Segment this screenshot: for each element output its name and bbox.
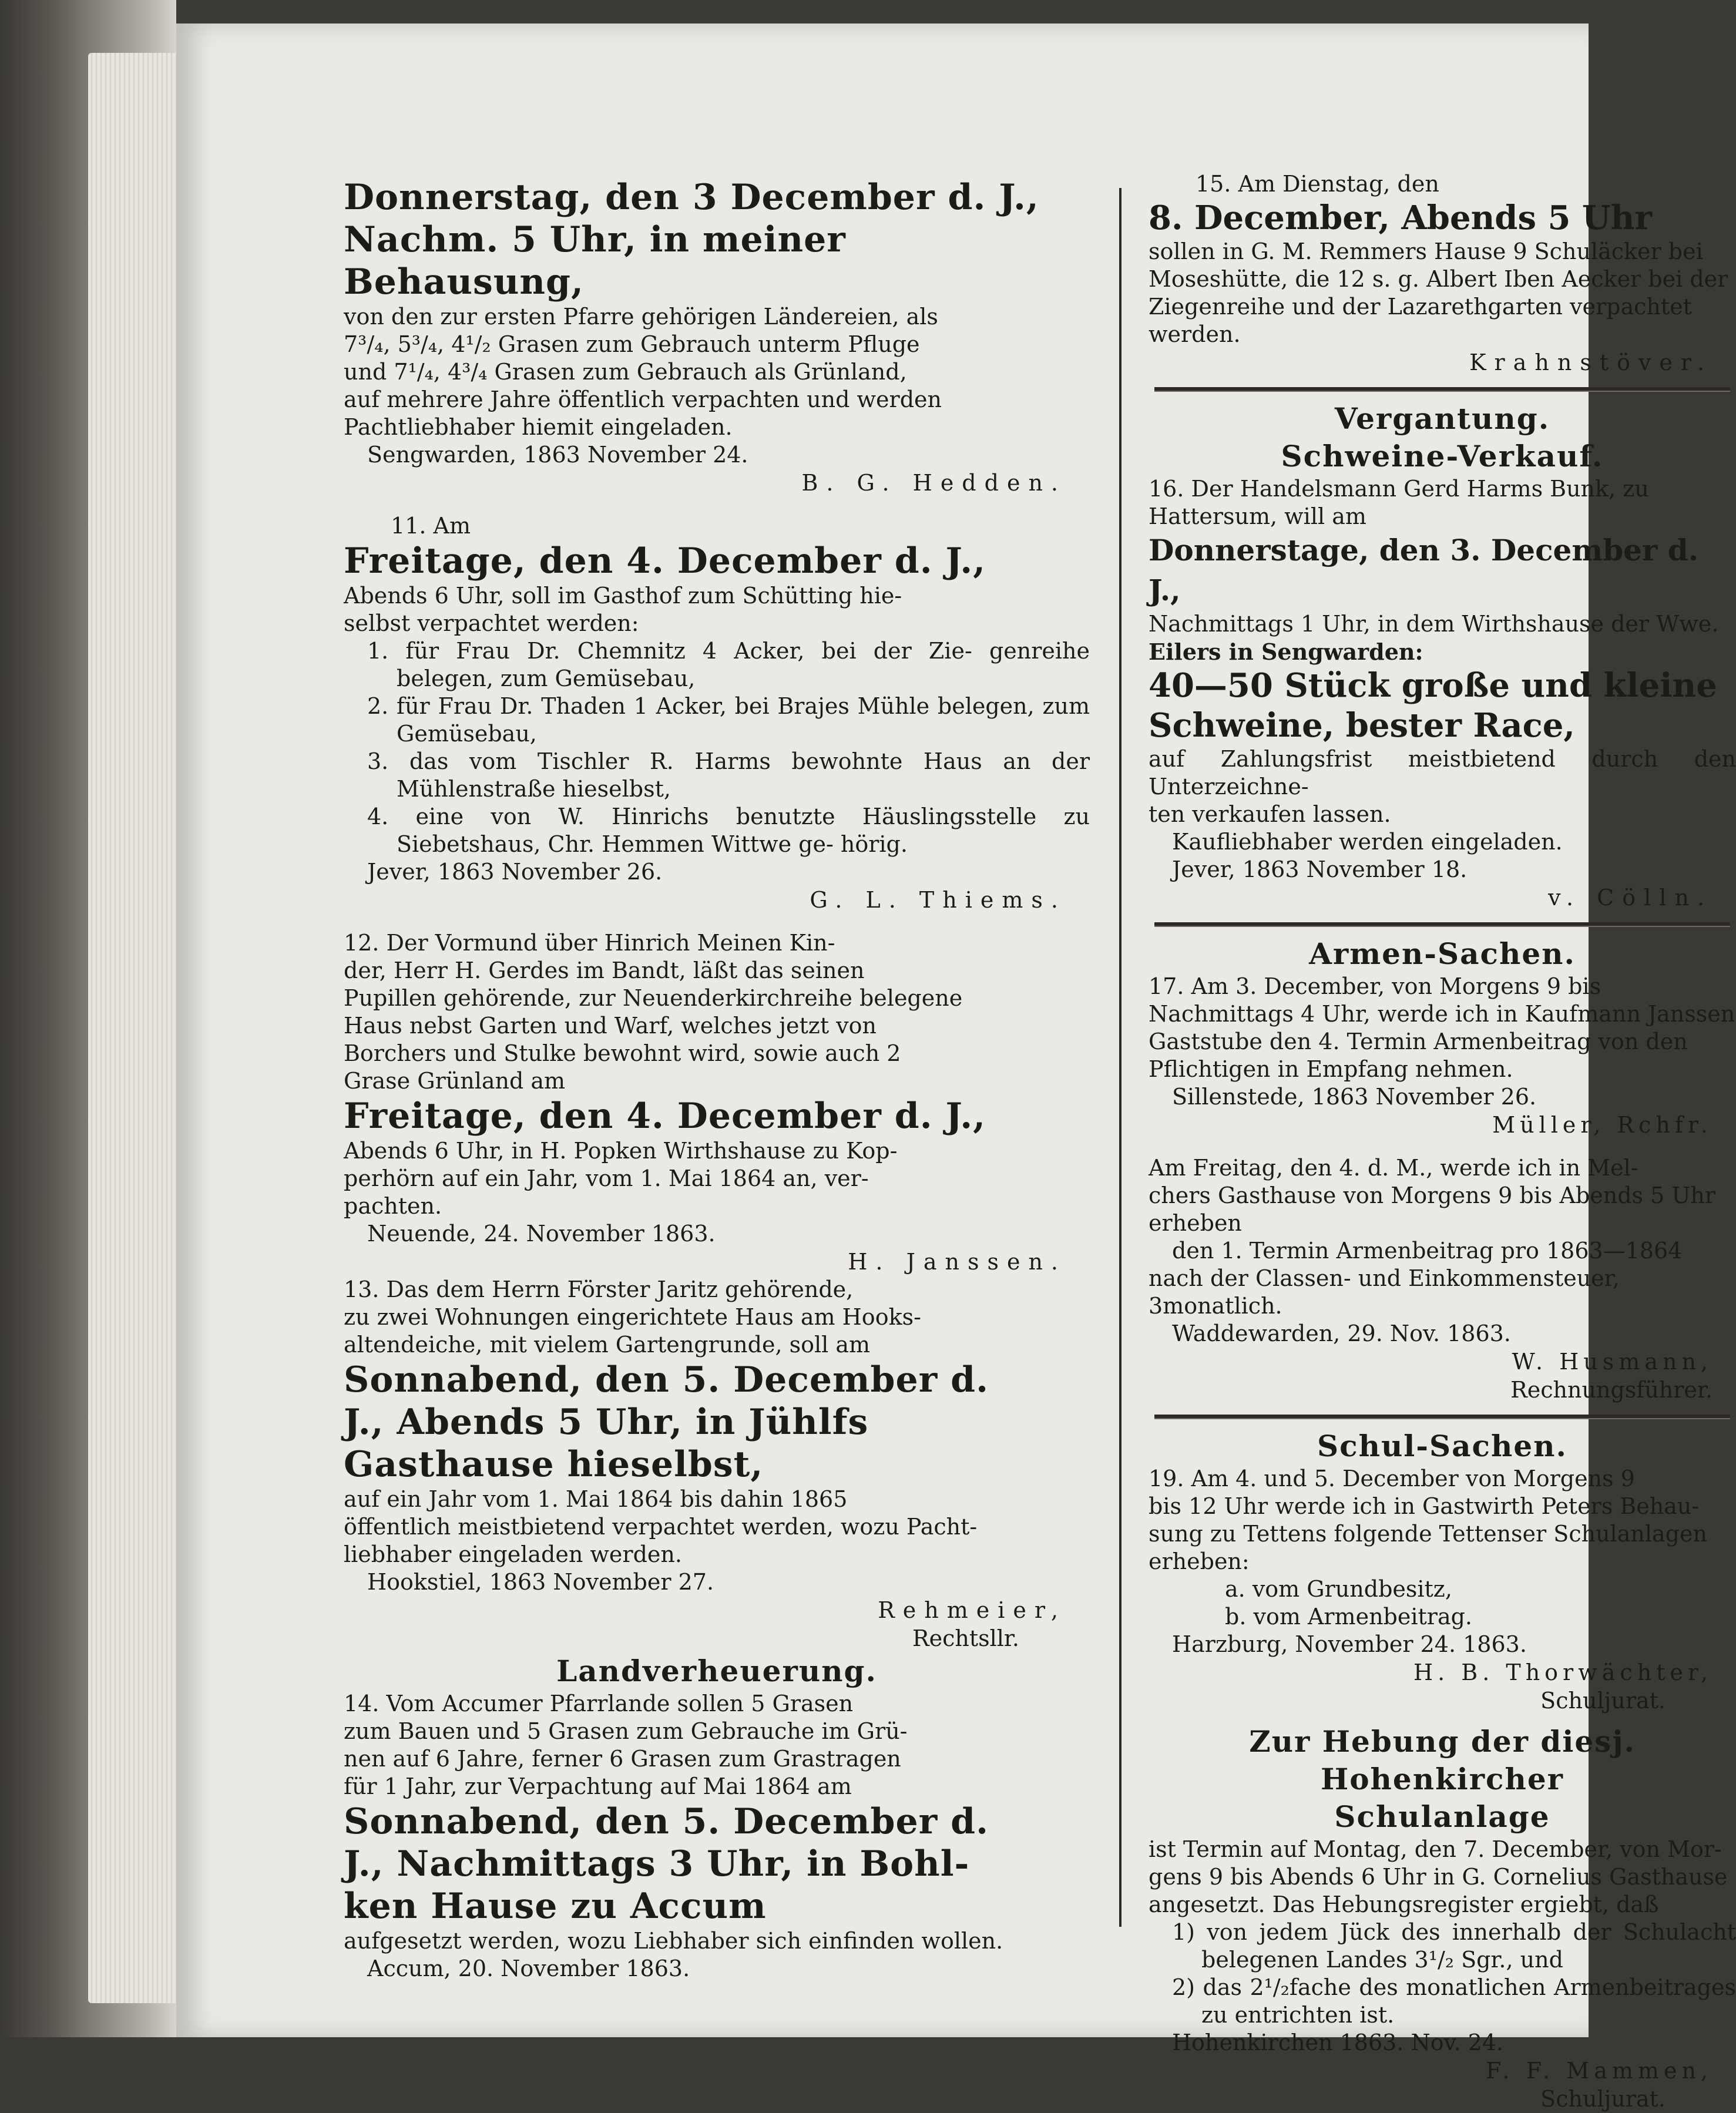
text-line: Gaststube den 4. Termin Armenbeitrag von den	[1149, 1029, 1688, 1054]
heading: J., Abends 5 Uhr, in Jühlfs	[344, 1402, 869, 1443]
text-line: selbst verpachtet werden:	[344, 610, 639, 636]
text-line: Ziegenreihe und der Lazarethgarten verpachtet werden.	[1149, 294, 1692, 347]
signature: W. Husmann,	[1512, 1349, 1713, 1375]
divider	[1154, 1415, 1730, 1419]
text-line: altendeiche, mit vielem Gartengrunde, soll am	[344, 1332, 871, 1358]
column-rule	[1119, 188, 1121, 1927]
text-line: zum Bauen und 5 Grasen zum Gebrauche im Grü-	[344, 1718, 908, 1744]
heading: Sonnabend, den 5. December d.	[344, 1359, 989, 1400]
place-date: Accum, 20. November 1863.	[367, 1956, 690, 1981]
place-date: Harzburg, November 24. 1863.	[1172, 1631, 1527, 1657]
signature-title: Schuljurat.	[1540, 2086, 1666, 2112]
list-item: 2. für Frau Dr. Thaden 1 Acker, bei Brajes Mühle belegen, zum Gemüsebau,	[367, 693, 1090, 747]
text-line: von den zur ersten Pfarre gehörigen Ländereien, als	[344, 304, 938, 330]
text-line: Hattersum, will am	[1149, 503, 1366, 529]
text-line: 7³/₄, 5³/₄, 4¹/₂ Grasen zum Gebrauch unterm Pfluge	[344, 331, 920, 357]
text-line: sung zu Tettens folgende Tettenser Schulanlagen	[1149, 1521, 1707, 1547]
list-item: a. vom Grundbesitz,	[1225, 1576, 1452, 1602]
text-line: erheben:	[1149, 1548, 1250, 1574]
list-item: 1. für Frau Dr. Chemnitz 4 Acker, bei der Zie- genreihe belegen, zum Gemüsebau,	[367, 638, 1090, 691]
signature-title: Schuljurat.	[1540, 1688, 1666, 1714]
text-line: 13. Das dem Herrn Förster Jaritz gehörende,	[344, 1276, 854, 1302]
page	[176, 23, 1736, 2112]
text-line: Moseshütte, die 12 s. g. Albert Iben Aecker bei der	[1149, 266, 1728, 292]
text-line: zu zwei Wohnungen eingerichtete Haus am Hooks-	[344, 1304, 921, 1330]
heading: Schweine, bester Race,	[1149, 706, 1575, 745]
text-line: für 1 Jahr, zur Verpachtung auf Mai 1864 am	[344, 1773, 852, 1799]
place-date: Neuende, 24. November 1863.	[367, 1221, 716, 1247]
signature: G. L. Thiems.	[810, 887, 1066, 913]
list-item: 2) das 2¹/₂fache des monatlichen Armenbeitrages zu entrichten ist.	[1172, 1974, 1736, 2028]
signature: H. B. Thorwächter,	[1413, 1660, 1713, 1685]
text-line: und 7¹/₄, 4³/₄ Grasen zum Gebrauch als Grünland,	[344, 359, 907, 385]
place-date: Sengwarden, 1863 November 24.	[367, 442, 748, 468]
text-line: erheben	[1149, 1210, 1242, 1236]
text-line: Borchers und Stulke bewohnt wird, sowie auch 2	[344, 1040, 901, 1066]
text-line: Nachmittags 1 Uhr, in dem Wirthshause der Wwe.	[1149, 611, 1719, 637]
text-line: Am Freitag, den 4. d. M., werde ich in Mel-	[1149, 1155, 1638, 1181]
place-date: Jever, 1863 November 26.	[367, 859, 663, 885]
text-line: 14. Vom Accumer Pfarrlande sollen 5 Grasen	[344, 1691, 854, 1716]
text-line: angesetzt. Das Hebungsregister ergiebt, daß	[1149, 1892, 1659, 1917]
text-line: 12. Der Vormund über Hinrich Meinen Kin-	[344, 930, 835, 956]
signature: F. F. Mammen,	[1486, 2058, 1713, 2084]
heading: 40—50 Stück große und kleine	[1149, 666, 1717, 705]
text-line: den 1. Termin Armenbeitrag pro 1863—1864	[1172, 1238, 1683, 1264]
text-line: Haus nebst Garten und Warf, welches jetzt von	[344, 1013, 877, 1039]
heading: ken Hause zu Accum	[344, 1886, 767, 1927]
text-line: Eilers in Sengwarden:	[1149, 639, 1423, 665]
heading: Sonnabend, den 5. December d.	[344, 1801, 989, 1842]
text-line: auf Zahlungsfrist meistbietend durch den Unterzeichne-	[1149, 746, 1736, 799]
heading: J., Nachmittags 3 Uhr, in Bohl-	[344, 1843, 970, 1884]
text-line: 19. Am 4. und 5. December von Morgens 9	[1149, 1466, 1635, 1491]
text-line: 16. Der Handelsmann Gerd Harms Bunk, zu	[1149, 476, 1649, 502]
section-heading: Zur Hebung der diesj. Hohenkircher	[1249, 1724, 1636, 1796]
text-line: Grase Grünland am	[344, 1068, 566, 1094]
text-line: Pupillen gehörende, zur Neuenderkirchreihe belegene	[344, 985, 963, 1011]
section-heading: Schweine-Verkauf.	[1281, 439, 1604, 473]
text-line: perhörn auf ein Jahr, vom 1. Mai 1864 an, ver-	[344, 1165, 869, 1191]
left-column	[344, 176, 1090, 1983]
text-line: ten verkaufen lassen.	[1149, 801, 1391, 827]
place-date: Waddewarden, 29. Nov. 1863.	[1172, 1321, 1511, 1346]
place-date: Jever, 1863 November 18.	[1172, 856, 1468, 882]
heading: Nachm. 5 Uhr, in meiner Behausung,	[344, 219, 846, 303]
divider	[1154, 922, 1730, 927]
heading: Donnerstage, den 3. December d. J.,	[1149, 533, 1699, 607]
section-heading: Schulanlage	[1334, 1799, 1550, 1834]
text-line: auf ein Jahr vom 1. Mai 1864 bis dahin 1865	[344, 1486, 848, 1512]
section-heading: Landverheuerung.	[556, 1654, 877, 1688]
text-line: Pachtliebhaber hiemit eingeladen.	[344, 414, 733, 440]
heading: Freitage, den 4. December d. J.,	[344, 540, 986, 582]
list-item: 1) von jedem Jück des innerhalb der Schulacht belegenen Landes 3¹/₂ Sgr., und	[1172, 1919, 1736, 1973]
place-date: Hohenkirchen 1863. Nov. 24.	[1172, 2030, 1504, 2055]
signature: Müller, Rchfr.	[1492, 1112, 1713, 1138]
text-line: auf mehrere Jahre öffentlich verpachten und werden	[344, 387, 942, 412]
heading: Donnerstag, den 3 December d. J.,	[344, 177, 1039, 218]
place-date: Hookstiel, 1863 November 27.	[367, 1569, 714, 1595]
signature: Krahnstöver.	[1469, 350, 1713, 375]
signature: B. G. Hedden.	[801, 470, 1066, 496]
text-line: öffentlich meistbietend verpachtet werden, wozu Pacht-	[344, 1514, 978, 1540]
text-line: ist Termin auf Montag, den 7. December, von Mor-	[1149, 1836, 1722, 1862]
heading: 8. December, Abends 5 Uhr	[1149, 199, 1652, 237]
list-item: 4. eine von W. Hinrichs benutzte Häuslingsstelle zu Siebetshaus, Chr. Hemmen Wittwe ge- hörig.	[367, 804, 1090, 857]
divider	[1154, 387, 1730, 392]
heading: Freitage, den 4. December d. J.,	[344, 1096, 986, 1137]
text-line: Abends 6 Uhr, soll im Gasthof zum Schütting hie-	[344, 583, 902, 609]
signature: Rehmeier,	[878, 1597, 1066, 1623]
text-line: pachten.	[344, 1193, 442, 1219]
list-item: b. vom Armenbeitrag.	[1225, 1604, 1473, 1630]
text-line: nen auf 6 Jahre, ferner 6 Grasen zum Grastragen	[344, 1746, 901, 1772]
text-line: sollen in G. M. Remmers Hause 9 Schuläcker bei	[1149, 238, 1703, 264]
text-line: chers Gasthause von Morgens 9 bis Abends 5 Uhr	[1149, 1183, 1716, 1208]
signature-title: Rechnungsführer.	[1510, 1377, 1713, 1403]
text-line: aufgesetzt werden, wozu Liebhaber sich einfinden wollen.	[344, 1928, 1003, 1954]
section-heading: Vergantung.	[1334, 401, 1550, 436]
list-item: 3. das vom Tischler R. Harms bewohnte Haus an der Mühlenstraße hieselbst,	[367, 748, 1090, 802]
text-line: liebhaber eingeladen werden.	[344, 1541, 682, 1567]
text-line: 11. Am	[391, 513, 471, 539]
text-line: Abends 6 Uhr, in H. Popken Wirthshause zu Kop-	[344, 1138, 898, 1164]
section-heading: Armen-Sachen.	[1309, 936, 1576, 971]
text-line: gens 9 bis Abends 6 Uhr in G. Cornelius Gasthause	[1149, 1864, 1728, 1890]
text-line: Pflichtigen in Empfang nehmen.	[1149, 1056, 1513, 1082]
text-line: Kaufliebhaber werden eingeladen.	[1172, 829, 1563, 855]
signature: v. Cölln.	[1548, 885, 1713, 911]
section-heading: Schul-Sachen.	[1317, 1429, 1567, 1463]
signature: H. Janssen.	[848, 1249, 1066, 1275]
text-line: bis 12 Uhr werde ich in Gastwirth Peters Behau-	[1149, 1493, 1700, 1519]
text-line: nach der Classen- und Einkommensteuer, 3monatlich.	[1149, 1265, 1620, 1319]
place-date: Sillenstede, 1863 November 26.	[1172, 1084, 1537, 1110]
text-line: 17. Am 3. December, von Morgens 9 bis	[1149, 973, 1601, 999]
text-line: 15. Am Dienstag, den	[1196, 171, 1439, 197]
heading: Gasthause hieselbst,	[344, 1444, 764, 1485]
text-line: der, Herr H. Gerdes im Bandt, läßt das seinen	[344, 958, 865, 983]
right-column	[1149, 170, 1736, 2113]
signature-title: Rechtsllr.	[912, 1625, 1019, 1651]
text-line: Nachmittags 4 Uhr, werde ich in Kaufmann Janssen	[1149, 1001, 1735, 1027]
